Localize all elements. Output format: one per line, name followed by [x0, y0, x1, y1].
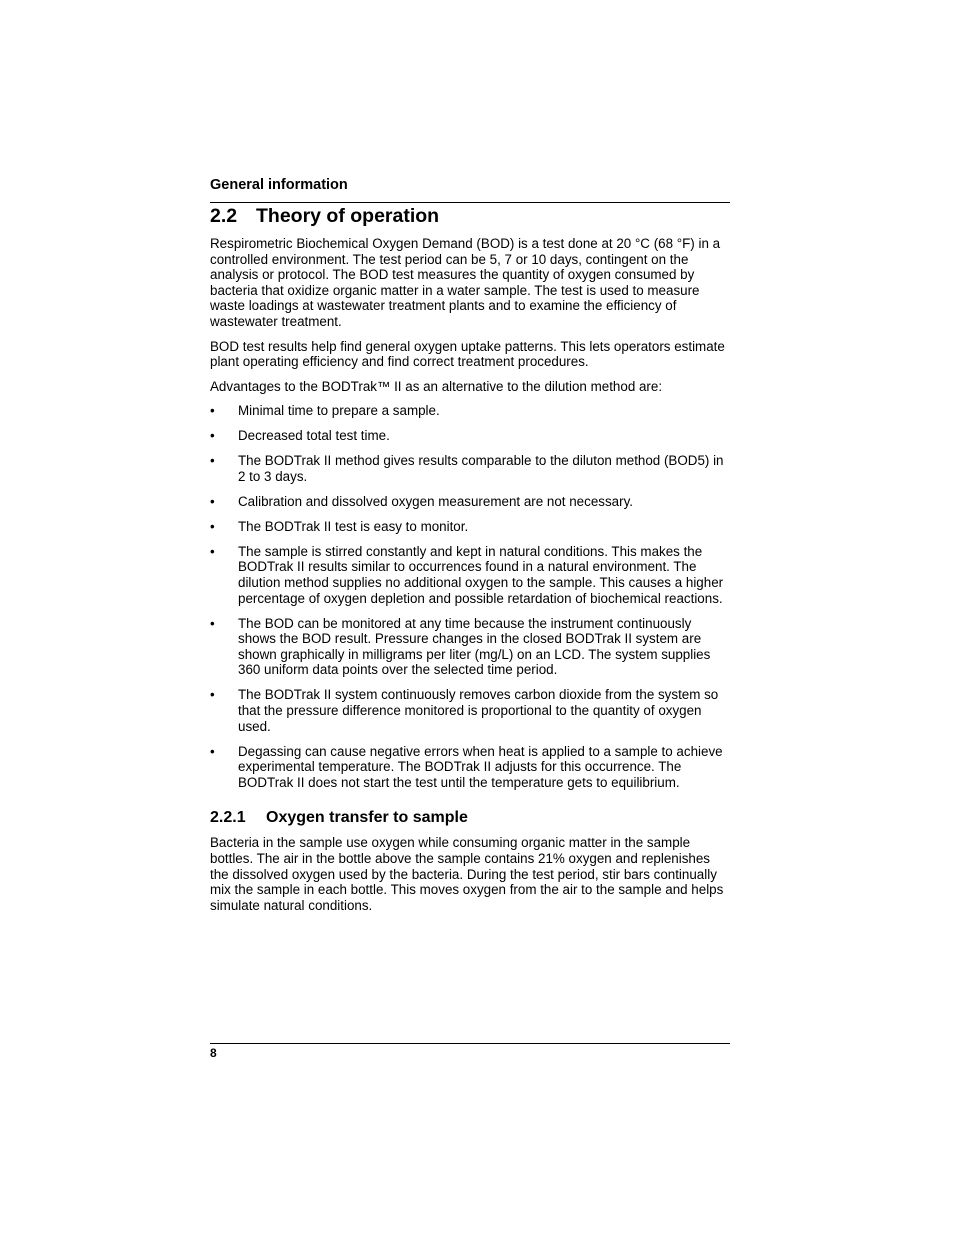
page-number: 8: [210, 1046, 217, 1060]
list-item-text: The sample is stirred constantly and kept in natural conditions. This makes the BODTrak II results similar to occurrences found in a natural environment. The dilution method supplies no additional oxygen to the sample. This causes a higher percentage of oxygen depletion and possible retardation of biochemical reactions.: [238, 543, 724, 606]
list-item-text: The BODTrak II system continuously removes carbon dioxide from the system so that the pressure difference monitored is proportional to the quantity of oxygen used.: [238, 687, 719, 734]
results-paragraph: BOD test results help find general oxygen uptake patterns. This lets operators estimate plant operating efficiency and find correct treatment procedures.: [210, 338, 725, 370]
section-title: Theory of operation: [256, 205, 440, 227]
bullet-icon: •: [210, 518, 215, 534]
list-item: [210, 403, 730, 419]
list-item: [210, 519, 730, 535]
subsection-title: Oxygen transfer to sample: [266, 809, 468, 827]
bullet-icon: •: [210, 687, 215, 703]
list-item-text: Degassing can cause negative errors when heat is applied to a sample to achieve experimental temperature. The BODTrak II adjusts for this occurrence. The BODTrak II does not start the test until the temperature gets to equilibrium.: [238, 743, 723, 790]
advantages-list: [210, 403, 730, 790]
list-item: [210, 687, 730, 734]
footer-rule: [210, 1043, 730, 1044]
bullet-icon: •: [210, 743, 215, 759]
bullet-icon: •: [210, 543, 215, 559]
list-item-text: Minimal time to prepare a sample.: [238, 403, 440, 419]
list-item-text: Calibration and dissolved oxygen measurement are not necessary.: [238, 493, 633, 509]
list-item-text: The BOD can be monitored at any time because the instrument continuously shows the BOD result. Pressure changes in the closed BODTrak II system are shown graphically in milligrams per liter (mg/L) on an LCD. The system supplies 360 uniform data points over the selected time period.: [238, 615, 711, 678]
header-rule: [210, 202, 730, 203]
list-item: [210, 744, 730, 791]
list-item-text: The BODTrak II method gives results comparable to the diluton method (BOD5) in 2 to 3 days.: [238, 453, 724, 484]
oxygen-transfer-paragraph: Bacteria in the sample use oxygen while consuming organic matter in the sample bottles. The air in the bottle above the sample contains 21% oxygen and replenishes the dissolved oxygen used by the bacteria. During the test period, stir bars continually mix the sample in each bottle. This moves oxygen from the air to the sample and helps simulate natural conditions.: [210, 835, 724, 913]
running-header: General information: [210, 177, 348, 193]
list-item: [210, 616, 730, 678]
page-content: [210, 204, 730, 922]
section-heading: [210, 204, 730, 228]
subsection-number: 2.2.1: [210, 809, 246, 827]
subsection-heading: [210, 808, 730, 828]
intro-paragraph: Respirometric Biochemical Oxygen Demand (BOD) is a test done at 20 °C (68 °F) in a controlled environment. The test period can be 5, 7 or 10 days, contingent on the analysis or protocol. The BOD test measures the quantity of oxygen consumed by bacteria that oxidize organic matter in a water sample. The test is used to measure waste loadings at wastewater treatment plants and to examine the efficiency of wastewater treatment.: [210, 236, 721, 329]
list-item-text: The BODTrak II test is easy to monitor.: [238, 518, 469, 534]
bullet-icon: •: [210, 615, 215, 631]
bullet-icon: •: [210, 493, 215, 509]
list-item: [210, 453, 730, 484]
document-page: [210, 0, 730, 1235]
section-number: 2.2: [210, 205, 238, 227]
bullet-icon: •: [210, 428, 215, 444]
advantages-intro: Advantages to the BODTrak™ II as an alternative to the dilution method are:: [210, 378, 663, 394]
bullet-icon: •: [210, 453, 215, 469]
bullet-icon: •: [210, 403, 215, 419]
list-item-text: Decreased total test time.: [238, 428, 390, 444]
list-item: [210, 544, 730, 606]
list-item: [210, 494, 730, 510]
list-item: [210, 428, 730, 444]
